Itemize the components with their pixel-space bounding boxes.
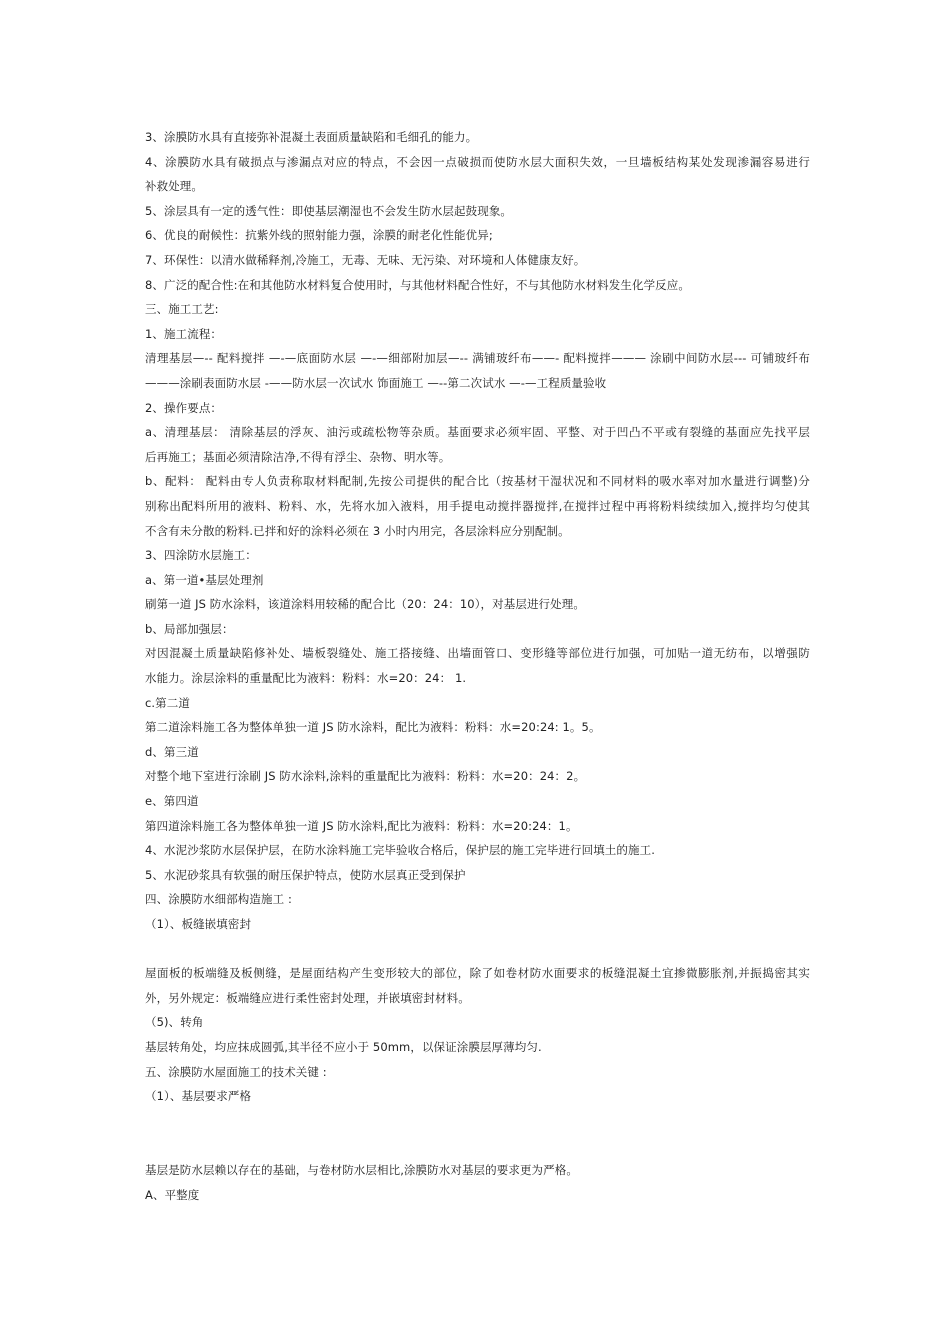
text-line: 4、涂膜防水具有破损点与渗漏点对应的特点，不会因一点破损而使防水层大面积失效，一旦墙板结构某处发现渗漏容易进行 <box>145 154 810 169</box>
text-line: 8、广泛的配合性:在和其他防水材料复合使用时，与其他材料配合性好，不与其他防水材料发生化学反应。 <box>145 277 690 292</box>
text-line: 5、水泥砂浆具有软强的耐压保护特点，使防水层真正受到保护 <box>145 867 466 882</box>
subsection-heading: （1）、板缝嵌填密封 <box>145 917 252 931</box>
subsection-heading: 1、施工流程： <box>145 326 223 341</box>
text-line: 基层是防水层赖以存在的基础，与卷材防水层相比,涂膜防水对基层的要求更为严格。 <box>145 1162 578 1177</box>
text-line: a、清理基层： 清除基层的浮灰、油污或疏松物等杂质。基面要求必须牢固、平整、对于凹凸不平或有裂缝的基面应先找平层 <box>145 425 810 440</box>
subsection-heading: （1）、基层要求严格 <box>145 1089 252 1104</box>
text-line: 第四道涂料施工各为整体单独一道 JS 防水涂料,配比为液料：粉料：水=20:24：1。 <box>145 818 578 833</box>
text-line: 屋面板的板端缝及板侧缝，是屋面结构产生变形较大的部位，除了如卷材防水面要求的板缝混凝土宜掺微膨胀剂,并振捣密其实 <box>145 966 810 981</box>
text-line: b、配料： 配料由专人负责称取材料配制,先按公司提供的配合比（按基材干湿状况和不同材料的吸水率对加水量进行调整)分 <box>145 474 810 489</box>
subsection-heading: 2、操作要点： <box>145 400 223 415</box>
document-body <box>145 125 810 1207</box>
text-line: 对因混凝土质量缺陷修补处、墙板裂缝处、施工搭接缝、出墙面管口、变形缝等部位进行加强，可加贴一道无纺布，以增强防 <box>145 646 810 661</box>
text-line: 清理基层—-- 配料搅拌 —-—底面防水层 —-—细部附加层—-- 满铺玻纤布——- 配料搅拌——— 涂刷中间防水层--- 可铺玻纤布 <box>145 351 810 366</box>
text-line: 4、水泥沙浆防水层保护层，在防水涂料施工完毕验收合格后，保护层的施工完毕进行回填土的施工. <box>145 843 655 858</box>
text-line: 对整个地下室进行涂刷 JS 防水涂料,涂料的重量配比为液料：粉料：水=20：24：2。 <box>145 769 586 784</box>
item-heading: d、第三道 <box>145 744 199 759</box>
text-line: 3、涂膜防水具有直接弥补混凝土表面质量缺陷和毛细孔的能力。 <box>145 130 478 144</box>
blank-space <box>145 1109 810 1158</box>
text-line: 别称出配料所用的液料、粉料、水，先将水加入液料，用手提电动搅拌器搅拌,在搅拌过程中再将粉料续续加入,搅拌均匀使其 <box>145 498 810 513</box>
subsection-heading: （5)、转角 <box>145 1015 204 1030</box>
section-heading: 四、涂膜防水细部构造施工 : <box>145 892 292 907</box>
text-line: 6、优良的耐候性：抗紫外线的照射能力强，涂膜的耐老化性能优异; <box>145 228 493 243</box>
text-line: 补救处理。 <box>145 179 203 194</box>
text-line: ———涂刷表面防水层 -——防水层一次试水 饰面施工 —--第二次试水 —-—工程质量验收 <box>145 375 607 390</box>
item-heading: c.第二道 <box>145 695 190 710</box>
section-heading: 五、涂膜防水屋面施工的技术关键 : <box>145 1064 327 1079</box>
text-line: 后再施工；基面必须清除洁净,不得有浮尘、杂物、明水等。 <box>145 449 451 464</box>
text-line: 5、涂层具有一定的透气性：即使基层潮湿也不会发生防水层起鼓现象。 <box>145 203 513 218</box>
text-line: 不含有未分散的粉料.已拌和好的涂料必须在 3 小时内用完，各层涂料应分别配制。 <box>145 523 570 538</box>
text-line: 第二道涂料施工各为整体单独一道 JS 防水涂料，配比为液料：粉料：水=20:24: 1。5。 <box>145 720 601 735</box>
subsection-heading: 3、四涂防水层施工： <box>145 548 257 563</box>
text-line: 刷第一道 JS 防水涂料，该道涂料用较稀的配合比（20：24：10），对基层进行处理。 <box>145 597 585 612</box>
text-line: 7、环保性：以清水做稀释剂,冷施工，无毒、无味、无污染、对环境和人体健康友好。 <box>145 252 586 267</box>
item-heading: a、第一道•基层处理剂 <box>145 572 264 587</box>
item-heading: e、第四道 <box>145 794 199 809</box>
blank-space <box>145 937 810 962</box>
item-heading: b、局部加强层： <box>145 621 234 636</box>
item-heading: A、平整度 <box>145 1187 200 1202</box>
text-line: 基层转角处，均应抹成圆弧,其半径不应小于 50mm，以保证涂膜层厚薄均匀. <box>145 1039 542 1054</box>
text-line: 外，另外规定：板端缝应进行柔性密封处理，并嵌填密封材料。 <box>145 990 470 1005</box>
section-heading: 三、施工工艺: <box>145 302 219 317</box>
text-line: 水能力。涂层涂料的重量配比为液料：粉料：水=20：24： 1. <box>145 671 467 686</box>
